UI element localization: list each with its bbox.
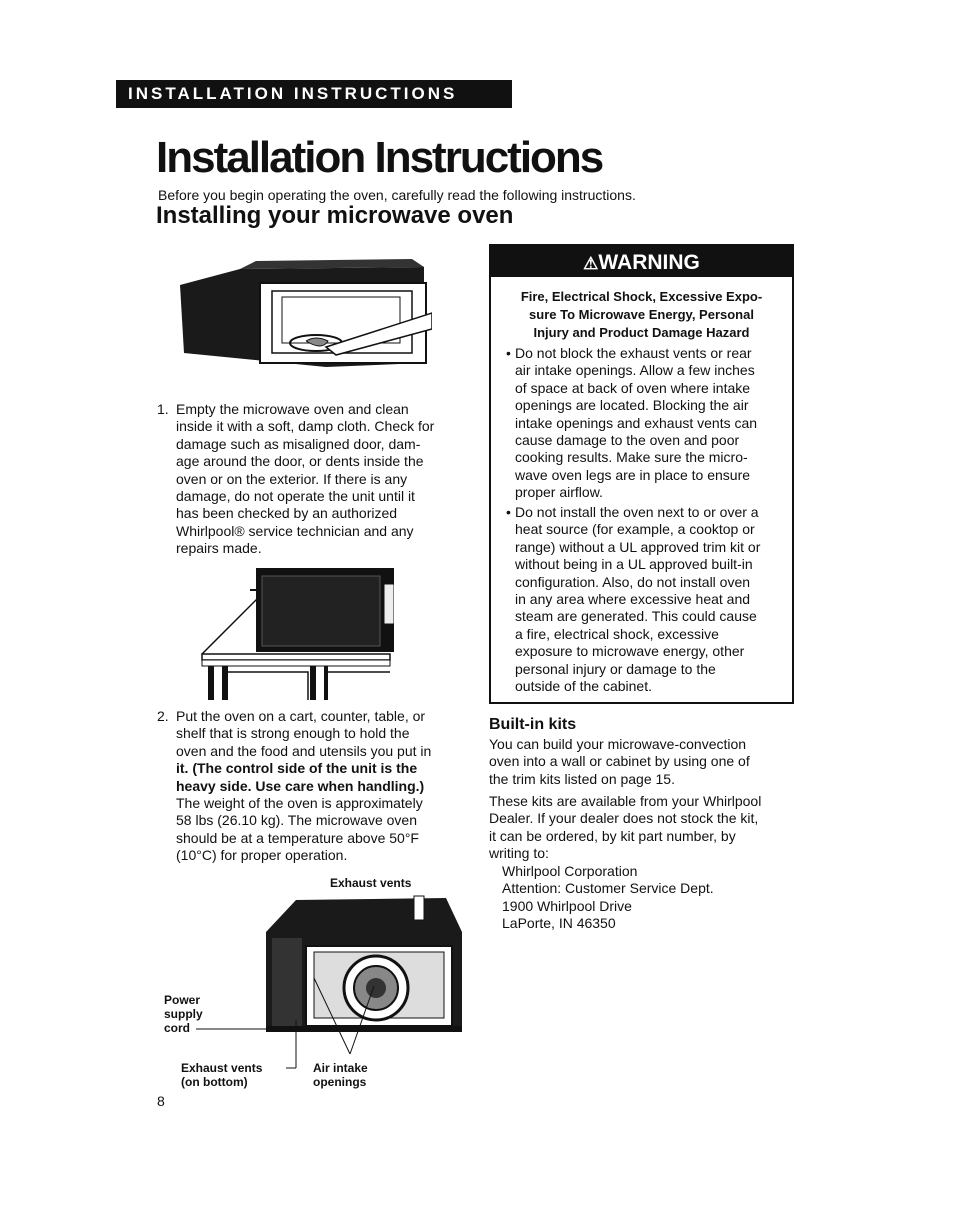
section-banner: INSTALLATION INSTRUCTIONS: [116, 80, 512, 108]
warning-title: WARNING: [598, 251, 700, 274]
builtin-para-1: You can build your microwave-convection oven into a wall or cabinet by using one of the trim kits listed on page 15.: [489, 736, 750, 787]
step-1-line: inside it with a soft, damp cloth. Check for: [176, 418, 435, 435]
warning-bullet-1: • Do not block the exhaust vents or rear air intake openings. Allow a few inches of space at back of oven where intake openings are located. Blocking the air intake openings and exhaust vents can cause damage to the oven and poor cooking results. Make sure the micro- wave oven legs are in place to ensure proper airflow.: [506, 345, 758, 501]
step-2-number: 2.: [157, 708, 169, 724]
step-1-line: repairs made.: [176, 540, 262, 557]
builtin-address: Whirlpool Corporation Attention: Customer Service Dept. 1900 Whirlpool Drive LaPorte, IN 46350: [502, 863, 714, 932]
step-2-line: oven and the food and utensils you put in: [176, 742, 432, 759]
warning-bullet-2: • Do not install the oven next to or over a heat source (for example, a cooktop or range) without a UL approved trim kit or without being in a UL approved built-in configuration. Also, do not install oven in any area where excessive heat and steam are generated. This could cause a fire, electrical shock, excessive exposure to microwave energy, other personal injury or damage to the outside of the cabinet.: [506, 504, 761, 695]
step-1-line: has been checked by an authorized: [176, 505, 398, 522]
step-2: [157, 708, 476, 865]
section-subtitle: Installing your microwave oven: [156, 202, 514, 229]
page-title: Installation Instructions: [156, 133, 603, 182]
cleaning-illustration: [176, 255, 432, 385]
step-2-line: The weight of the oven is approximately: [176, 795, 423, 812]
warning-box: [489, 244, 794, 704]
label-exhaust-vents-bottom: Exhaust vents (on bottom): [181, 1061, 263, 1089]
step-1-line: Whirlpool® service technician and any: [176, 522, 414, 539]
warning-triangle-icon: ⚠: [583, 254, 599, 273]
intro-text: Before you begin operating the oven, carefully read the following instructions.: [158, 187, 636, 203]
step-1-line: age around the door, or dents inside the: [176, 453, 424, 470]
warning-subtitle: Fire, Electrical Shock, Excessive Expo- sure To Microwave Energy, Personal Injury and Product Damage Hazard: [520, 289, 763, 340]
builtin-para-2: These kits are available from your Whirlpool Dealer. If your dealer does not stock the kit, it can be ordered, by kit part number, by writing to:: [489, 793, 762, 862]
label-exhaust-vents: Exhaust vents: [330, 876, 412, 890]
page-number: 8: [157, 1093, 165, 1109]
step-1: [157, 401, 476, 558]
bullet-dot-icon: •: [506, 345, 511, 361]
step-2-line: Put the oven on a cart, counter, table, or: [176, 708, 426, 724]
step-1-line: oven or on the exterior. If there is any: [176, 470, 408, 487]
step-2-line: should be at a temperature above 50°F: [176, 829, 419, 846]
step-2-line: 58 lbs (26.10 kg). The microwave oven: [176, 812, 417, 829]
label-air-intake: Air intake openings: [313, 1061, 368, 1089]
step-2-line: it. (The control side of the unit is the: [176, 760, 418, 777]
step-2-line: heavy side. Use care when handling.): [176, 777, 425, 794]
oven-on-table-illustration: [198, 562, 394, 702]
oven-rear-illustration: [196, 890, 466, 1070]
warning-header: [491, 246, 792, 277]
step-1-line: damage, do not operate the unit until it: [176, 488, 415, 505]
step-1-line: damage such as misaligned door, dam-: [176, 435, 421, 452]
label-power-supply-cord: Power supply cord: [164, 993, 203, 1035]
step-2-line: shelf that is strong enough to hold the: [176, 725, 410, 742]
step-1-number: 1.: [157, 401, 169, 417]
bullet-dot-icon: •: [506, 504, 511, 520]
step-2-line: (10°C) for proper operation.: [176, 847, 348, 864]
builtin-kits-heading: Built-in kits: [489, 716, 577, 733]
step-1-line: Empty the microwave oven and clean: [176, 401, 409, 417]
